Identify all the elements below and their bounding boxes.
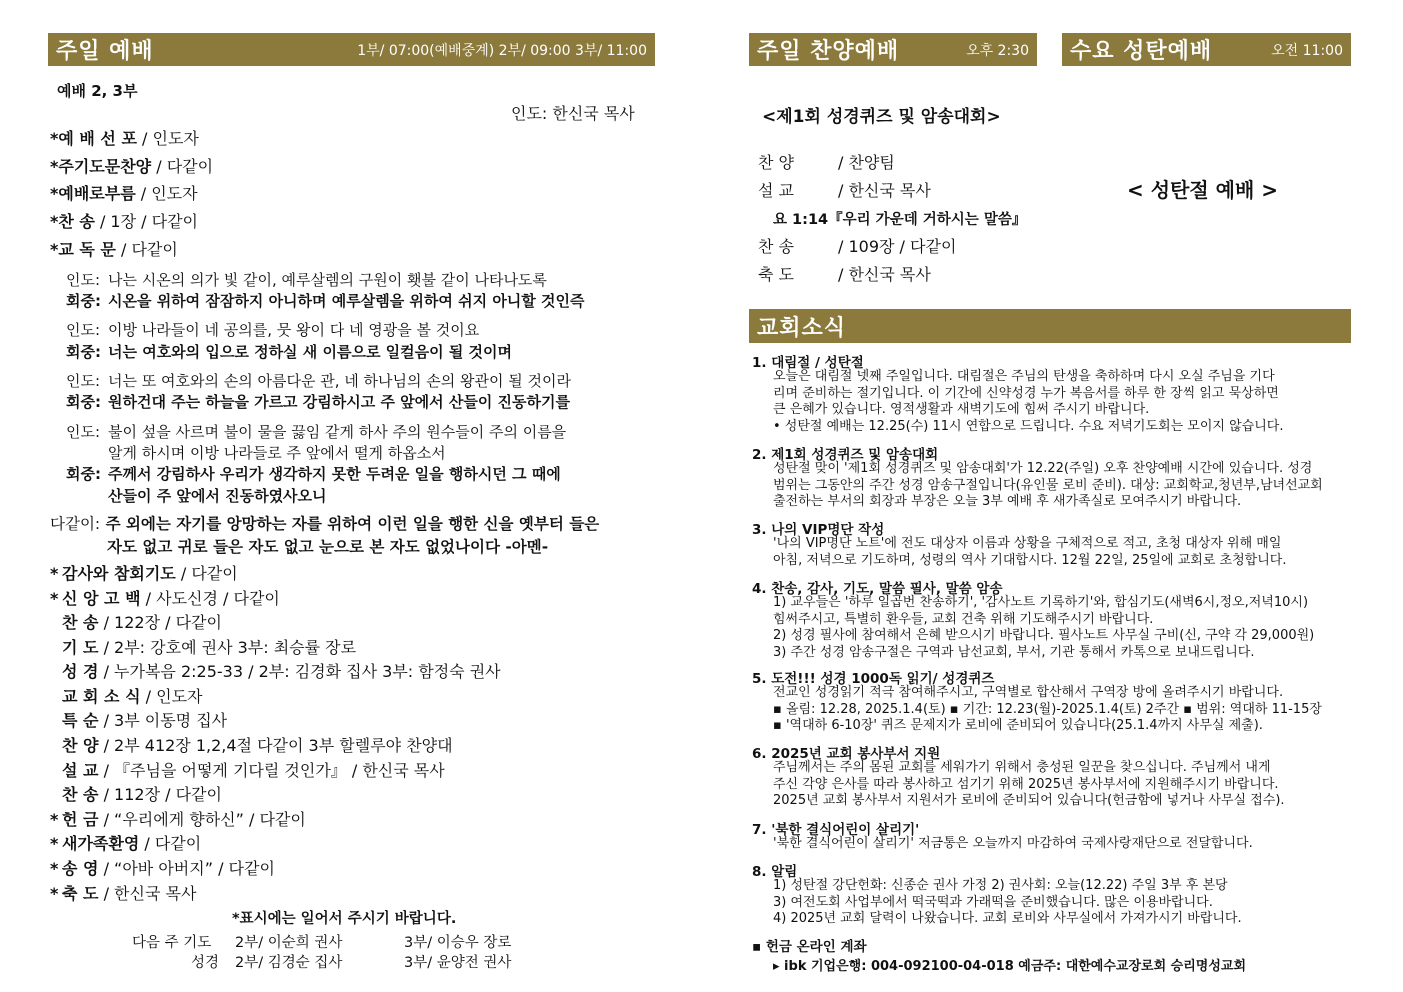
worship-subtitle: 예배 2, 3부 xyxy=(57,82,138,100)
order-item xyxy=(50,240,178,260)
order-star: * xyxy=(50,129,59,148)
order-value: / 한신국 목사 xyxy=(98,884,197,903)
news-item-line: 오늘은 대림절 넷째 주일입니다. 대림절은 주님의 탄생을 축하하며 다시 오실 주님을 기다 xyxy=(773,369,1275,384)
order-label: 설 교 xyxy=(62,761,99,780)
order-value: / 2부: 강호예 권사 3부: 최승률 장로 xyxy=(98,638,357,657)
order-star: * xyxy=(50,859,59,878)
order-label: 기 도 xyxy=(62,638,99,657)
responsive-text: 나는 시온의 의가 빛 같이, 예루살렘의 구원이 횃불 같이 나타나도록 xyxy=(108,271,547,289)
responsive-speaker: 인도: xyxy=(66,423,101,441)
wednesday-worship-header xyxy=(1062,33,1351,66)
order-item xyxy=(50,184,198,204)
responsive-text: 원하건대 주는 하늘을 가르고 강림하시고 주 앞에서 산들이 진동하기를 xyxy=(108,393,570,411)
order-value: / 다같이 xyxy=(139,834,202,853)
sunday-worship-title: 주일 예배 xyxy=(56,39,154,64)
responsive-text: 너는 또 여호와의 손의 아름다운 관, 네 하나님의 손의 왕관이 될 것이라 xyxy=(108,372,571,390)
news-item-line: 4) 2025년 교회 달력이 나왔습니다. 교회 로비와 사무실에서 가져가시기 바랍니다. xyxy=(773,911,1242,927)
news-item-line: 3) 여전도회 사업부에서 떡국떡과 가래떡을 준비했습니다. 많은 이용바랍니다. xyxy=(773,894,1213,910)
order-value: / 다같이 xyxy=(151,157,214,176)
responsive-text: 이방 나라들이 네 공의를, 뭇 왕이 다 네 영광을 볼 것이요 xyxy=(108,321,480,339)
order-label: 찬 송 xyxy=(58,212,95,231)
news-item-line: 1) 성탄절 강단헌화: 신종순 권사 가정 2) 권사회: 오늘(12.22) 주일 3부 후 본당 xyxy=(773,878,1228,893)
news-item-line: 1) 교우들은 '하루 일곱번 찬송하기', '감사노트 기록하기'와, 합심기도(새벽6시,정오,저녁10시) xyxy=(773,595,1309,610)
order-label: 송 영 xyxy=(62,859,99,878)
stand-note: *표시에는 일어서 주시기 바랍니다. xyxy=(232,911,457,927)
news-item-heading: 8. 알림 xyxy=(752,864,798,880)
news-item-line: • 성탄절 예배는 12.25(수) 11시 연합으로 드립니다. 수요 저녁기도회는 모이지 않습니다. xyxy=(773,418,1284,434)
news-item-line: '나의 VIP명단 노트'에 전도 대상자 이름과 상황을 구체적으로 적고, 초청 대상자 위해 매일 xyxy=(773,536,1282,551)
responsive-speaker: 회중: xyxy=(66,465,101,483)
news-item-heading: 5. 도전!!! 성경 1000독 읽기/ 성경퀴즈 xyxy=(752,671,995,687)
news-item-line: 3) 주간 성경 암송구절은 구역과 남선교회, 부서, 기관 통해서 카톡으로 보내드립니다. xyxy=(773,644,1255,660)
order-star: * xyxy=(50,834,59,853)
news-item-heading: 4. 찬송, 감사, 기도, 말씀 필사, 말씀 암송 xyxy=(752,581,1003,597)
responsive-line xyxy=(66,392,570,412)
news-item-heading: 1. 대림절 / 성탄절 xyxy=(752,355,864,371)
order-value: / 3부 이동명 집사 xyxy=(98,711,228,730)
worship-leader: 인도: 한신국 목사 xyxy=(511,104,635,123)
responsive-text: 너는 여호와의 입으로 정하실 새 이름으로 일컬음이 될 것이며 xyxy=(108,343,513,361)
order-star: * xyxy=(50,157,59,176)
order-value: / 누가복음 2:25-33 / 2부: 김경화 집사 3부: 함정숙 권사 xyxy=(98,662,501,681)
order-label: 찬 양 xyxy=(62,736,99,755)
order-item xyxy=(50,884,196,904)
news-item-line: ▪ 올림: 12.28, 2025.1.4(토) ▪ 기간: 12.23(월)-2025.1.4(토) 2주간 ▪ 범위: 역대하 11-15장 xyxy=(773,701,1322,717)
praise-worship-title: 주일 찬양예배 xyxy=(757,39,900,64)
order-label: 신 앙 고 백 xyxy=(62,589,141,608)
order-label: 성 경 xyxy=(62,662,99,681)
responsive-text: 알게 하시며 이방 나라들로 주 앞에서 떨게 하옵소서 xyxy=(108,444,446,462)
order-item xyxy=(50,687,202,707)
praise-worship-header xyxy=(749,33,1037,66)
order-label: 감사와 참회기도 xyxy=(62,564,176,583)
order-item xyxy=(50,736,453,756)
praise-row-2: 설 교 / 한신국 목사 xyxy=(758,181,931,200)
responsive-speaker: 인도: xyxy=(66,372,101,390)
order-star: * xyxy=(50,884,59,903)
order-item xyxy=(50,761,445,781)
order-item xyxy=(50,212,198,232)
responsive-line xyxy=(66,291,584,311)
order-label: 주기도문찬양 xyxy=(58,157,152,176)
next-week-prayer-label: 다음 주 기도 xyxy=(132,935,212,951)
news-item-line: 아침, 저녁으로 기도하며, 성령의 역사 기대합시다. 12월 22일, 25일에 교회로 초청합니다. xyxy=(773,552,1287,568)
news-item-line: 전교인 성경읽기 적극 참여해주시고, 구역별로 합산해서 구역장 방에 올려주시기 바랍니다. xyxy=(773,685,1284,700)
order-label: 교 독 문 xyxy=(58,240,116,259)
sunday-worship-header xyxy=(48,33,655,66)
responsive-line xyxy=(66,342,512,362)
responsive-text: 주께서 강림하사 우리가 생각하지 못한 두려운 일을 행하시던 그 때에 xyxy=(108,465,561,483)
praise-row-4: 축 도 / 한신국 목사 xyxy=(758,265,931,284)
order-item xyxy=(50,810,306,830)
order-star: * xyxy=(50,810,59,829)
order-value: / 『주님을 어떻게 기다릴 것인가』 / 한신국 목사 xyxy=(98,761,445,780)
order-item xyxy=(50,157,213,177)
news-item-line: 리며 준비하는 절기입니다. 이 기간에 신약성경 누가 복음서를 하루 한 장씩 읽고 묵상하면 xyxy=(773,385,1279,401)
news-item-line: 범위는 그동안의 주간 성경 암송구절입니다(유인물 로비 준비). 대상: 교회학교,청년부,남녀선교회 xyxy=(773,477,1323,493)
order-item xyxy=(50,834,201,854)
order-item xyxy=(50,859,275,879)
praise-row-1: 찬 양 / 찬양팀 xyxy=(758,153,895,172)
church-news-title: 교회소식 xyxy=(757,315,847,341)
news-item-line: 주님께서는 주의 몸된 교회를 세워가기 위해서 충성된 일꾼을 찾으십니다. 주님께서 내게 xyxy=(773,760,1271,775)
responsive-line xyxy=(66,320,479,340)
next-week-prayer-3: 3부/ 이승우 장로 xyxy=(404,935,512,951)
order-item xyxy=(50,613,222,633)
order-value: / 2부 412장 1,2,4절 다같이 3부 할렐루야 찬양대 xyxy=(98,736,453,755)
order-value: / “아바 아버지” / 다같이 xyxy=(98,859,275,878)
news-item-heading: 2. 제1회 성경퀴즈 및 암송대회 xyxy=(752,447,939,463)
online-offering-heading: ▪ 헌금 온라인 계좌 xyxy=(752,939,867,955)
order-star: * xyxy=(50,240,59,259)
news-item-line: 2025년 교회 봉사부서 지원서가 로비에 준비되어 있습니다(헌금함에 넣거나 사무실 접수). xyxy=(773,793,1285,809)
responsive-line xyxy=(66,422,566,442)
responsive-line xyxy=(66,464,561,484)
order-value: / 122장 / 다같이 xyxy=(98,613,222,632)
order-value: / 인도자 xyxy=(135,184,198,203)
wednesday-worship-title: 수요 성탄예배 xyxy=(1070,39,1213,64)
order-value: / 112장 / 다같이 xyxy=(98,785,222,804)
responsive-text: 산들이 주 앞에서 진동하였사오니 xyxy=(108,487,327,505)
news-item-line: 주신 각양 은사를 따라 봉사하고 섬기기 위해 2025년 봉사부서에 지원해주시기 바랍니다. xyxy=(773,776,1279,792)
news-item-line: '북한 결식어린이 살리기' 저금통은 오늘까지 마감하여 국제사랑재단으로 전달합니다. xyxy=(773,836,1253,851)
order-value: / 다같이 xyxy=(115,240,178,259)
news-item-line: ▪ '역대하 6-10장' 퀴즈 문제지가 로비에 준비되어 있습니다(25.1.4까지 사무실 제출). xyxy=(773,718,1263,734)
order-item xyxy=(50,564,238,584)
responsive-text: 불이 섶을 사르며 불이 물을 끓임 같게 하사 주의 원수들이 주의 이름을 xyxy=(108,423,567,441)
news-item-line: 2) 성경 필사에 참여해서 은혜 받으시기 바랍니다. 필사노트 사무실 구비(신, 구약 각 29,000원) xyxy=(773,628,1315,644)
order-value: / “우리에게 향하신” / 다같이 xyxy=(98,810,306,829)
news-item-heading: 6. 2025년 교회 봉사부서 지원 xyxy=(752,746,941,762)
responsive-speaker: 인도: xyxy=(66,321,101,339)
order-label: 새가족환영 xyxy=(62,834,140,853)
order-label: 교 회 소 식 xyxy=(62,687,141,706)
responsive-speaker: 인도: xyxy=(66,271,101,289)
church-news-header xyxy=(749,309,1351,343)
order-item xyxy=(50,638,356,658)
order-item xyxy=(50,785,222,805)
praise-row-3: 찬 송 / 109장 / 다같이 xyxy=(758,237,957,256)
order-label: 예 배 선 포 xyxy=(58,129,137,148)
responsive-line xyxy=(66,486,327,506)
order-star: * xyxy=(50,589,59,608)
order-value: / 다같이 xyxy=(175,564,238,583)
order-item xyxy=(50,711,227,731)
together-line-2: 자도 없고 귀로 들은 자도 없고 눈으로 본 자도 없었나이다 -아멘- xyxy=(107,538,549,556)
order-item xyxy=(50,589,280,609)
responsive-speaker: 회중: xyxy=(66,292,101,310)
responsive-speaker: 회중: xyxy=(66,393,101,411)
responsive-text: 시온을 위하여 잠잠하지 아니하며 예루살렘을 위하여 쉬지 아니할 것인즉 xyxy=(108,292,585,310)
praise-event-title: <제1회 성경퀴즈 및 암송대회> xyxy=(762,107,1001,127)
responsive-line xyxy=(66,443,446,463)
order-star: * xyxy=(50,564,59,583)
order-star: * xyxy=(50,184,59,203)
next-week-bible-3: 3부/ 윤양전 권사 xyxy=(404,955,512,971)
news-item-line: 출전하는 부서의 회장과 부장은 오늘 3부 예배 후 새가족실로 모여주시기 바랍니다. xyxy=(773,494,1242,510)
order-label: 예배로부름 xyxy=(58,184,136,203)
order-star: * xyxy=(50,212,59,231)
order-label: 축 도 xyxy=(62,884,99,903)
responsive-line xyxy=(66,270,547,290)
order-label: 특 순 xyxy=(62,711,99,730)
order-value: / 1장 / 다같이 xyxy=(94,212,198,231)
order-item xyxy=(50,129,199,149)
order-value: / 인도자 xyxy=(136,129,199,148)
sunday-worship-times: 1부/ 07:00(예배중계) 2부/ 09:00 3부/ 11:00 xyxy=(357,42,647,59)
news-item-heading: 3. 나의 VIP명단 작성 xyxy=(752,522,885,538)
order-value: / 사도신경 / 다같이 xyxy=(140,589,280,608)
news-item-line: 큰 은혜가 있습니다. 영적생활과 새벽기도에 힘써 주시기 바랍니다. xyxy=(773,402,1150,418)
order-label: 헌 금 xyxy=(62,810,99,829)
next-week-bible-label: 성경 xyxy=(191,955,220,971)
news-item-heading: 7. '북한 결식어린이 살리기' xyxy=(752,822,920,838)
christmas-worship-title: < 성탄절 예배 > xyxy=(1127,178,1279,202)
together-line-1: 다같이: 주 외에는 자기를 앙망하는 자를 위하여 이런 일을 행한 신을 옛부터 들은 xyxy=(50,515,600,533)
praise-sermon-text: 요 1:14『우리 가운데 거하시는 말씀』 xyxy=(773,212,1027,228)
next-week-bible-2: 2부/ 김경순 집사 xyxy=(235,955,343,971)
order-value: / 인도자 xyxy=(140,687,203,706)
online-offering-account: ▸ ibk 기업은행: 004-092100-04-018 예금주: 대한예수교장로회 승리명성교회 xyxy=(773,959,1247,974)
praise-worship-time: 오후 2:30 xyxy=(966,42,1029,59)
next-week-prayer-2: 2부/ 이순희 권사 xyxy=(235,935,343,951)
wednesday-worship-time: 오전 11:00 xyxy=(1271,42,1343,59)
responsive-line xyxy=(66,371,571,391)
news-item-line: 성탄절 맞이 '제1회 성경퀴즈 및 암송대회'가 12.22(주일) 오후 찬양예배 시간에 있습니다. 성경 xyxy=(773,461,1313,476)
news-item-line: 힘써주시고, 특별히 환우들, 교회 건축 위해 기도해주시기 바랍니다. xyxy=(773,611,1154,627)
order-label: 찬 송 xyxy=(62,785,99,804)
order-label: 찬 송 xyxy=(62,613,99,632)
responsive-speaker: 회중: xyxy=(66,343,101,361)
order-item xyxy=(50,662,501,682)
